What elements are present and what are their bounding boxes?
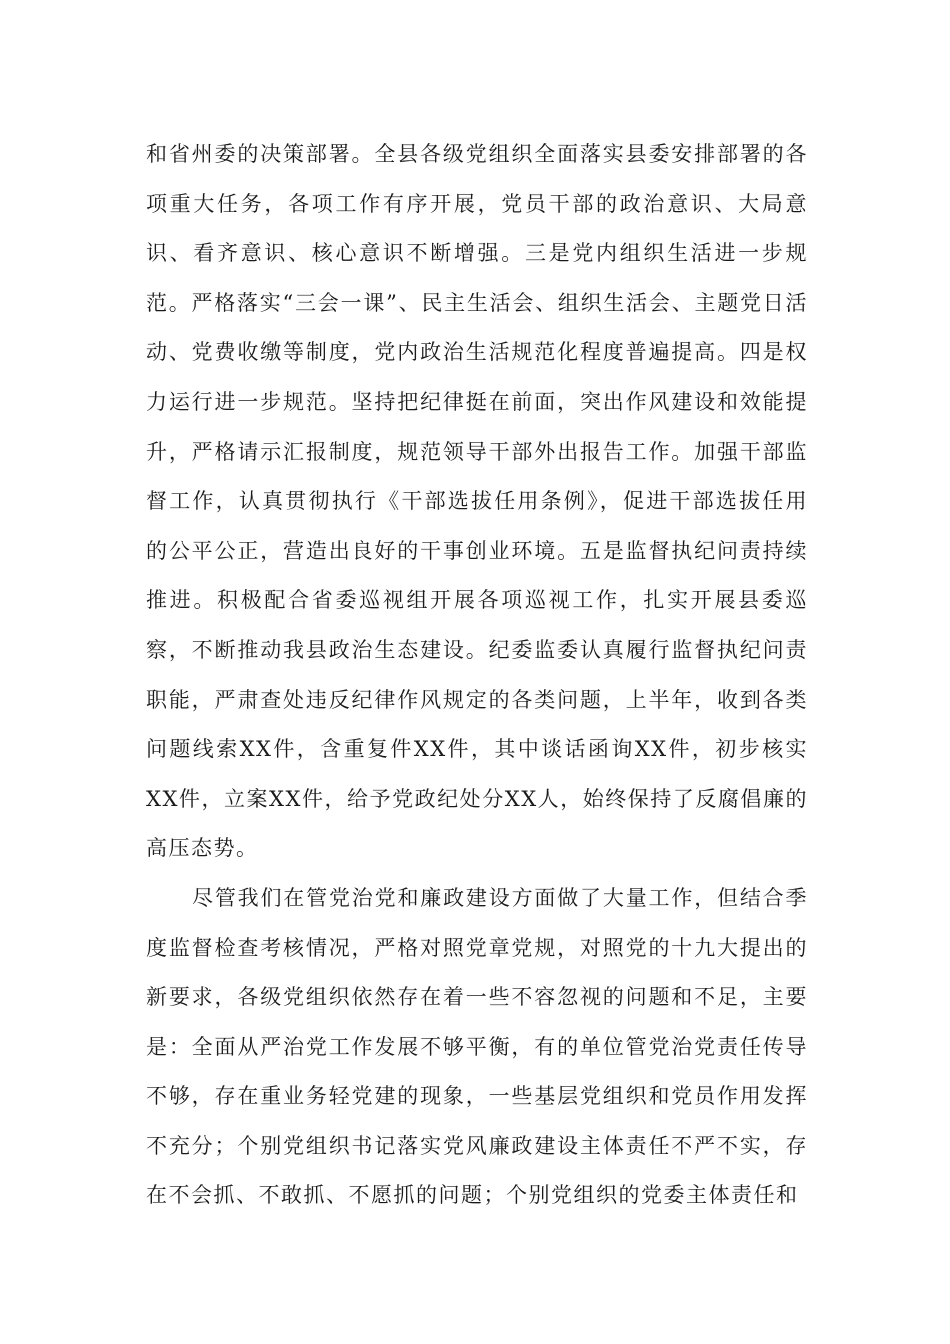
paragraph-1: 和省州委的决策部署。全县各级党组织全面落实县委安排部署的各项重大任务，各项工作有序开展，党员干部的政治意识、大局意识、看齐意识、核心意识不断增强。三是党内组织生活进一步规范。严格落实“三会一课”、民主生活会、组织生活会、主题党日活动、党费收缴等制度，党内政治生活规范化程度普遍提高。四是权力运行进一步规范。坚持把纪律挺在前面，突出作风建设和效能提升，严格请示汇报制度，规范领导干部外出报告工作。加强干部监督工作，认真贯彻执行《干部选拔任用条例》，促进干部选拔任用的公平公正，营造出良好的干事创业环境。五是监督执纪问责持续推进。积极配合省委巡视组开展各项巡视工作，扎实开展县委巡察，不断推动我县政治生态建设。纪委监委认真履行监督执纪问责职能，严肃查处违反纪律作风规定的各类问题，上半年，收到各类问题线索XX件，含重复件XX件，其中谈话函询XX件，初步核实XX件，立案XX件，给予党政纪处分XX人，始终保持了反腐倡廉的高压态势。: [146, 142, 808, 861]
document-body: [146, 130, 808, 1221]
paragraph-2: 尽管我们在管党治党和廉政建设方面做了大量工作，但结合季度监督检查考核情况，严格对照党章党规，对照党的十九大提出的新要求，各级党组织依然存在着一些不容忽视的问题和不足，主要是：全面从严治党工作发展不够平衡，有的单位管党治党责任传导不够，存在重业务轻党建的现象，一些基层党组织和党员作用发挥不充分；个别党组织书记落实党风廉政建设主体责任不严不实，存在不会抓、不敢抓、不愿抓的问题；个别党组织的党委主体责任和: [146, 885, 808, 1208]
